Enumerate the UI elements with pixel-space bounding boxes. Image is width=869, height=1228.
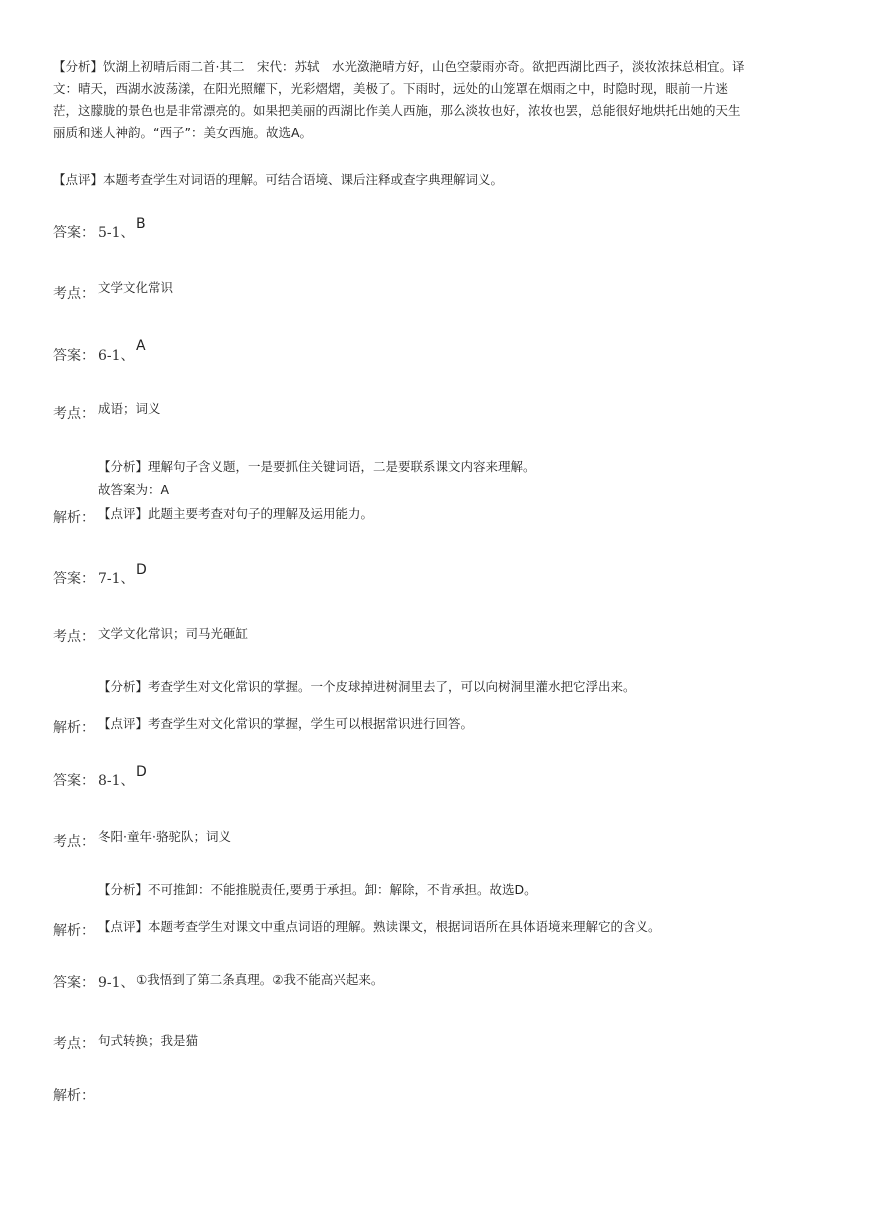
kaodian-label: 考点： [53, 629, 95, 645]
comment-text: 【点评】考查学生对文化常识的掌握，学生可以根据常识进行回答。 [98, 716, 474, 731]
jiexi-label: 解析： [53, 510, 95, 526]
answer-value: B [136, 216, 146, 232]
answer-label: 答案： [53, 975, 95, 991]
intro-comment: 【点评】本题考查学生对词语的理解。可结合语境、课后注释或查字典理解词义。 [53, 172, 504, 187]
kaodian-label: 考点： [53, 1036, 95, 1052]
answer-label: 答案： [53, 571, 95, 587]
kaodian-label: 考点： [53, 406, 95, 422]
jiexi-label: 解析： [53, 1088, 95, 1104]
kaodian-value: 句式转换；我是猫 [98, 1033, 199, 1048]
answer-value: D [136, 562, 147, 578]
answer-number: 7-1、 [98, 571, 135, 587]
answer-label: 答案： [53, 225, 95, 241]
answer-note: 故答案为：A [98, 482, 170, 497]
intro-analysis-line: 茫，这朦胧的景色也是非常漂亮的。如果把美丽的西湖比作美人西施，那么淡妆也好，浓妆也罢，总能很好地烘托出她的天生 [53, 103, 741, 118]
intro-analysis [53, 56, 843, 144]
jiexi-label: 解析： [53, 720, 95, 736]
analysis-text: 【分析】考查学生对文化常识的掌握。一个皮球掉进树洞里去了，可以向树洞里灌水把它浮出来。 [98, 679, 636, 694]
analysis-text: 【分析】不可推卸：不能推脱责任,要勇于承担。卸：解除，不肯承担。故选D。 [98, 882, 537, 897]
answer-value: A [136, 338, 146, 354]
kaodian-value: 冬阳·童年·骆驼队；词义 [98, 829, 231, 844]
kaodian-value: 文学文化常识 [98, 280, 174, 295]
intro-analysis-line: 【分析】饮湖上初晴后雨二首·其二 宋代：苏轼 水光潋滟晴方好，山色空蒙雨亦奇。欲把西湖比西子，淡妆浓抹总相宜。译 [53, 59, 745, 74]
answer-value: ①我悟到了第二条真理。②我不能高兴起来。 [136, 972, 384, 987]
kaodian-label: 考点： [53, 834, 95, 850]
answer-number: 5-1、 [98, 225, 135, 241]
answer-number: 6-1、 [98, 348, 135, 364]
answer-value: D [136, 764, 147, 780]
intro-analysis-line: 文：晴天，西湖水波荡漾，在阳光照耀下，光彩熠熠，美极了。下雨时，远处的山笼罩在烟雨之中，时隐时现，眼前一片迷 [53, 81, 729, 96]
answer-number: 9-1、 [98, 975, 135, 991]
answer-label: 答案： [53, 773, 95, 789]
kaodian-value: 文学文化常识；司马光砸缸 [98, 626, 249, 641]
comment-text: 【点评】此题主要考查对句子的理解及运用能力。 [98, 506, 374, 521]
analysis-text: 【分析】理解句子含义题，一是要抓住关键词语，二是要联系课文内容来理解。 [98, 459, 536, 474]
comment-text: 【点评】本题考查学生对课文中重点词语的理解。熟读课文，根据词语所在具体语境来理解它的含义。 [98, 919, 661, 934]
kaodian-value: 成语；词义 [98, 401, 161, 416]
answer-label: 答案： [53, 348, 95, 364]
answer-number: 8-1、 [98, 773, 135, 789]
jiexi-label: 解析： [53, 923, 95, 939]
kaodian-label: 考点： [53, 286, 95, 302]
intro-analysis-line: 丽质和迷人神韵。“西子”：美女西施。故选A。 [53, 125, 313, 140]
